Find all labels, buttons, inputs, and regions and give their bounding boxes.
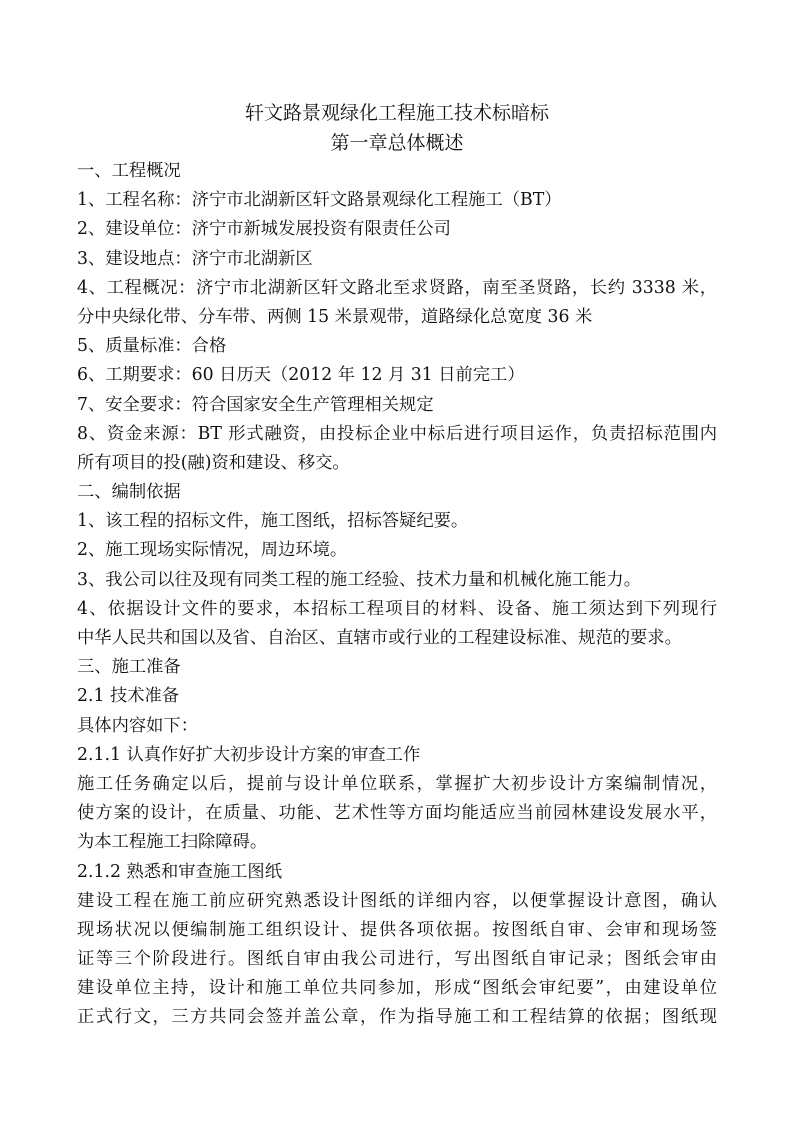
paragraph-2-1-2-line-5: 正式行文，三方共同会签并盖公章，作为指导施工和工程结算的依据；图纸现 <box>77 1007 717 1028</box>
quality-standard: 5、质量标准：合格 <box>77 336 227 357</box>
paragraph-2-1-2-line-4: 建设单位主持，设计和施工单位共同参加，形成“图纸会审纪要”，由建设单位 <box>77 978 717 999</box>
construction-unit: 2、建设单位：济宁市新城发展投资有限责任公司 <box>77 219 451 240</box>
basis-item-3: 3、我公司以往及现有同类工程的施工经验、技术力量和机械化施工能力。 <box>77 569 641 590</box>
document-title: 轩文路景观绿化工程施工技术标暗标 <box>244 102 549 124</box>
chapter-title: 第一章总体概述 <box>330 132 464 154</box>
subsection-technical-preparation: 2.1 技术准备 <box>77 686 180 707</box>
paragraph-2-1-1-line-1: 施工任务确定以后，提前与设计单位联系，掌握扩大初步设计方案编制情况， <box>77 773 717 794</box>
paragraph-2-1-1-line-3: 为本工程施工扫除障碍。 <box>77 832 268 853</box>
paragraph-2-1-1-line-2: 使方案的设计，在质量、功能、艺术性等方面均能适应当前园林建设发展水平， <box>77 803 717 824</box>
schedule-requirement: 6、工期要求：60 日历天（2012 年 12 月 31 日前完工） <box>77 365 525 386</box>
title-block <box>0 98 794 158</box>
subsection-2-1-2: 2.1.2 熟悉和审查施工图纸 <box>77 861 282 882</box>
section-heading-basis: 二、编制依据 <box>77 482 181 503</box>
construction-location: 3、建设地点：济宁市北湖新区 <box>77 248 313 269</box>
safety-requirement: 7、安全要求：符合国家安全生产管理相关规定 <box>77 394 434 415</box>
content-intro: 具体内容如下： <box>77 715 198 736</box>
funding-source-line-2: 所有项目的投(融)资和建设、移交。 <box>77 452 350 473</box>
basis-item-4-line-2: 中华人民共和国以及省、自治区、直辖市或行业的工程建设标准、规范的要求。 <box>77 628 682 648</box>
paragraph-2-1-2-line-3: 证等三个阶段进行。图纸自审由我公司进行，写出图纸自审记录；图纸会审由 <box>77 949 717 970</box>
project-overview-line-1: 4、工程概况：济宁市北湖新区轩文路北至求贤路，南至圣贤路，长约 3338 米， <box>77 277 717 298</box>
project-name: 1、工程名称：济宁市北湖新区轩文路景观绿化工程施工（BT） <box>77 190 562 211</box>
document-body <box>77 157 717 1033</box>
paragraph-2-1-2-line-2: 现场状况以便编制施工组织设计、提供各项依据。按图纸自审、会审和现场签 <box>77 919 717 940</box>
funding-source-line-1: 8、资金来源：BT 形式融资，由投标企业中标后进行项目运作，负责招标范围内 <box>77 423 717 444</box>
basis-item-4-line-1: 4、依据设计文件的要求，本招标工程项目的材料、设备、施工须达到下列现行 <box>77 598 717 619</box>
section-heading-overview: 一、工程概况 <box>77 161 181 181</box>
section-heading-preparation: 三、施工准备 <box>77 657 181 678</box>
project-overview-line-2: 分中央绿化带、分车带、两侧 15 米景观带，道路绿化总宽度 36 米 <box>77 306 593 327</box>
subsection-2-1-1: 2.1.1 认真作好扩大初步设计方案的审查工作 <box>77 744 421 765</box>
basis-item-2: 2、施工现场实际情况，周边环境。 <box>77 540 348 561</box>
paragraph-2-1-2-line-1: 建设工程在施工前应研究熟悉设计图纸的详细内容，以便掌握设计意图，确认 <box>77 890 717 911</box>
basis-item-1: 1、该工程的招标文件，施工图纸，招标答疑纪要。 <box>77 511 469 532</box>
